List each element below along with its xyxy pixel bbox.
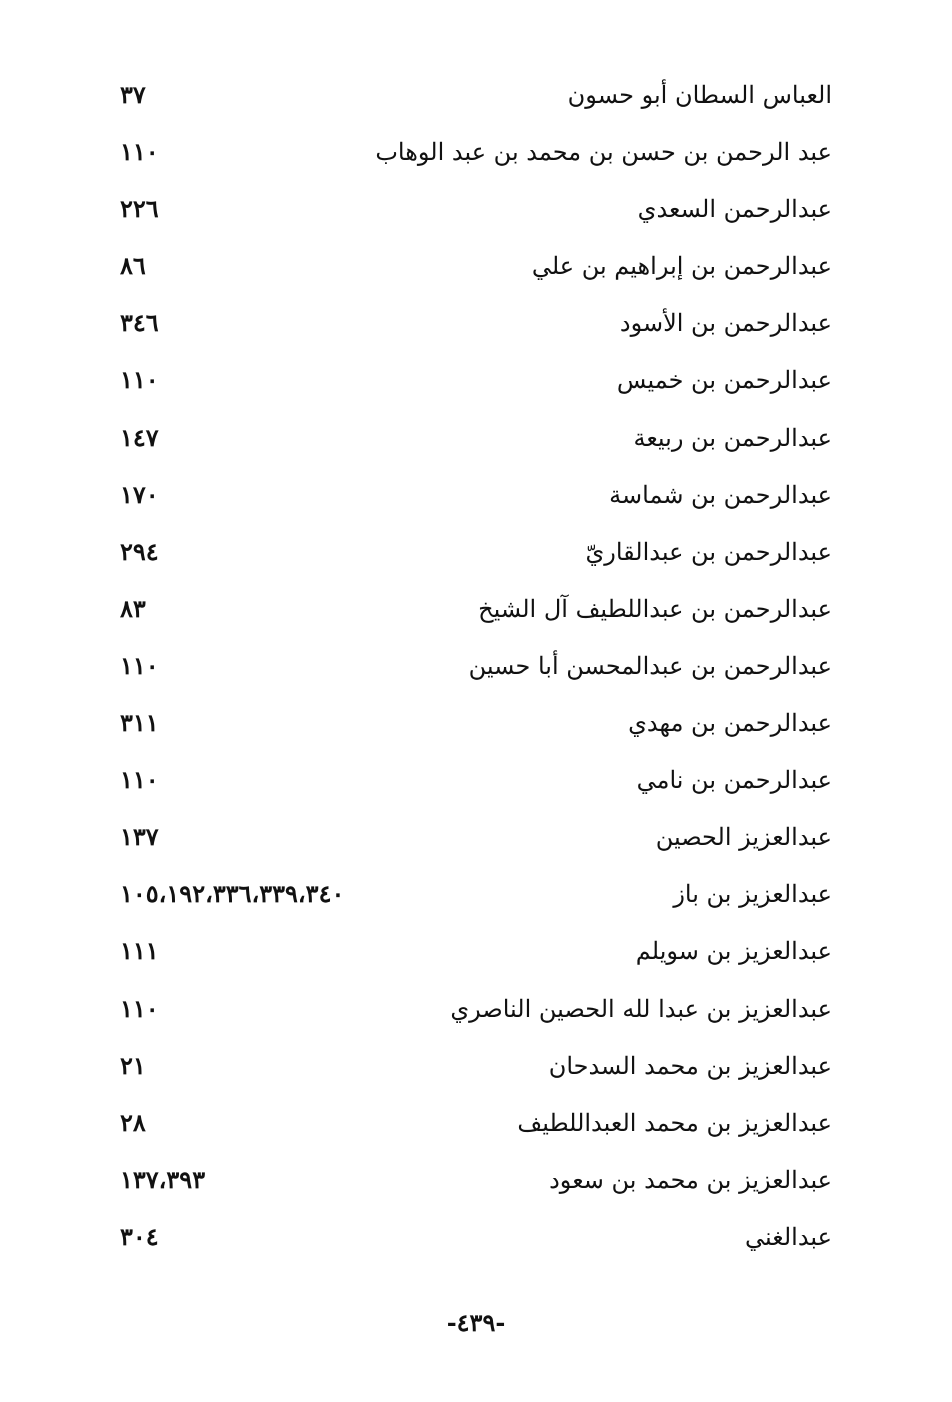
index-entry bbox=[110, 582, 832, 639]
entry-name: عبدالرحمن بن عبدالمحسن أبا حسين bbox=[468, 651, 832, 680]
index-entry bbox=[110, 353, 832, 410]
entry-page-numbers: ٢١ bbox=[120, 1050, 146, 1080]
entry-page-numbers: ٢٨ bbox=[120, 1107, 146, 1137]
entry-page-numbers: ٣١١ bbox=[120, 708, 159, 738]
entry-page-numbers: ١٣٧،٣٩٣ bbox=[120, 1164, 206, 1194]
entry-name: عبدالعزيز بن محمد العبداللطيف bbox=[517, 1108, 832, 1137]
entry-name: عبدالرحمن بن ربيعة bbox=[633, 423, 832, 452]
entry-name: عبدالرحمن بن الأسود bbox=[619, 309, 832, 338]
entry-page-numbers: ١٣٧ bbox=[120, 822, 159, 852]
index-entry bbox=[110, 696, 832, 753]
entry-name: عبدالرحمن بن عبدالقاريّ bbox=[585, 537, 832, 566]
index-entry bbox=[110, 639, 832, 696]
index-entry bbox=[110, 182, 832, 239]
index-entry bbox=[110, 924, 832, 981]
entry-name: عبدالعزيز بن باز bbox=[673, 880, 832, 909]
entry-name: عبدالرحمن بن نامي bbox=[636, 766, 832, 795]
entry-page-numbers: ٢٩٤ bbox=[120, 536, 159, 566]
entry-name: عبدالرحمن بن عبداللطيف آل الشيخ bbox=[478, 594, 832, 623]
entry-page-numbers: ١٧٠ bbox=[120, 479, 159, 509]
index-entry bbox=[110, 982, 832, 1039]
entry-page-numbers: ١١٠ bbox=[120, 993, 159, 1023]
entry-page-numbers: ١١٠ bbox=[120, 137, 159, 167]
index-entry bbox=[110, 411, 832, 468]
entry-name: عبدالعزيز بن عبدا لله الحصين الناصري bbox=[450, 994, 832, 1023]
index-entry bbox=[110, 1039, 832, 1096]
index-entry bbox=[110, 1210, 832, 1267]
entry-name: العباس السطان أبو حسون bbox=[567, 81, 832, 109]
entry-page-numbers: ١٠٥،١٩٢،٣٣٦،٣٣٩،٣٤٠ bbox=[120, 879, 345, 909]
index-entry bbox=[110, 753, 832, 810]
index-entry bbox=[110, 810, 832, 867]
entry-page-numbers: ٢٢٦ bbox=[120, 194, 159, 224]
entry-page-numbers: ١١١ bbox=[120, 936, 159, 966]
entry-page-numbers: ١١٠ bbox=[120, 365, 159, 395]
index-list bbox=[110, 68, 832, 1267]
entry-page-numbers: ٨٦ bbox=[120, 251, 146, 281]
entry-name: عبدالعزيز بن محمد السدحان bbox=[548, 1051, 832, 1080]
entry-name: عبدالرحمن بن شماسة bbox=[609, 480, 832, 509]
entry-page-numbers: ٣٤٦ bbox=[120, 308, 159, 338]
index-entry bbox=[110, 68, 832, 125]
index-entry bbox=[110, 239, 832, 296]
index-entry bbox=[110, 125, 832, 182]
entry-page-numbers: ١٤٧ bbox=[120, 422, 159, 452]
entry-name: عبدالعزيز الحصين bbox=[655, 823, 832, 852]
entry-page-numbers: ٨٣ bbox=[120, 593, 146, 623]
index-entry bbox=[110, 525, 832, 582]
entry-page-numbers: ١١٠ bbox=[120, 650, 159, 680]
entry-page-numbers: ١١٠ bbox=[120, 765, 159, 795]
index-entry bbox=[110, 468, 832, 525]
entry-name: عبدالعزيز بن محمد بن سعود bbox=[549, 1165, 832, 1194]
index-entry bbox=[110, 296, 832, 353]
entry-page-numbers: ٣٧ bbox=[120, 80, 146, 109]
entry-name: عبدالرحمن بن خميس bbox=[616, 366, 832, 395]
page-number: -٤٣٩- bbox=[446, 1308, 506, 1337]
index-entry bbox=[110, 1153, 832, 1210]
entry-name: عبدالرحمن بن إبراهيم بن علي bbox=[531, 252, 832, 281]
entry-name: عبد الرحمن بن حسن بن محمد بن عبد الوهاب bbox=[375, 138, 832, 167]
entry-name: عبدالغني bbox=[745, 1222, 832, 1251]
entry-page-numbers: ٣٠٤ bbox=[120, 1221, 159, 1251]
index-entry bbox=[110, 1096, 832, 1153]
entry-name: عبدالرحمن بن مهدي bbox=[628, 709, 832, 738]
entry-name: عبدالعزيز بن سويلم bbox=[635, 937, 832, 966]
index-entry bbox=[110, 867, 832, 924]
entry-name: عبدالرحمن السعدي bbox=[637, 195, 832, 224]
